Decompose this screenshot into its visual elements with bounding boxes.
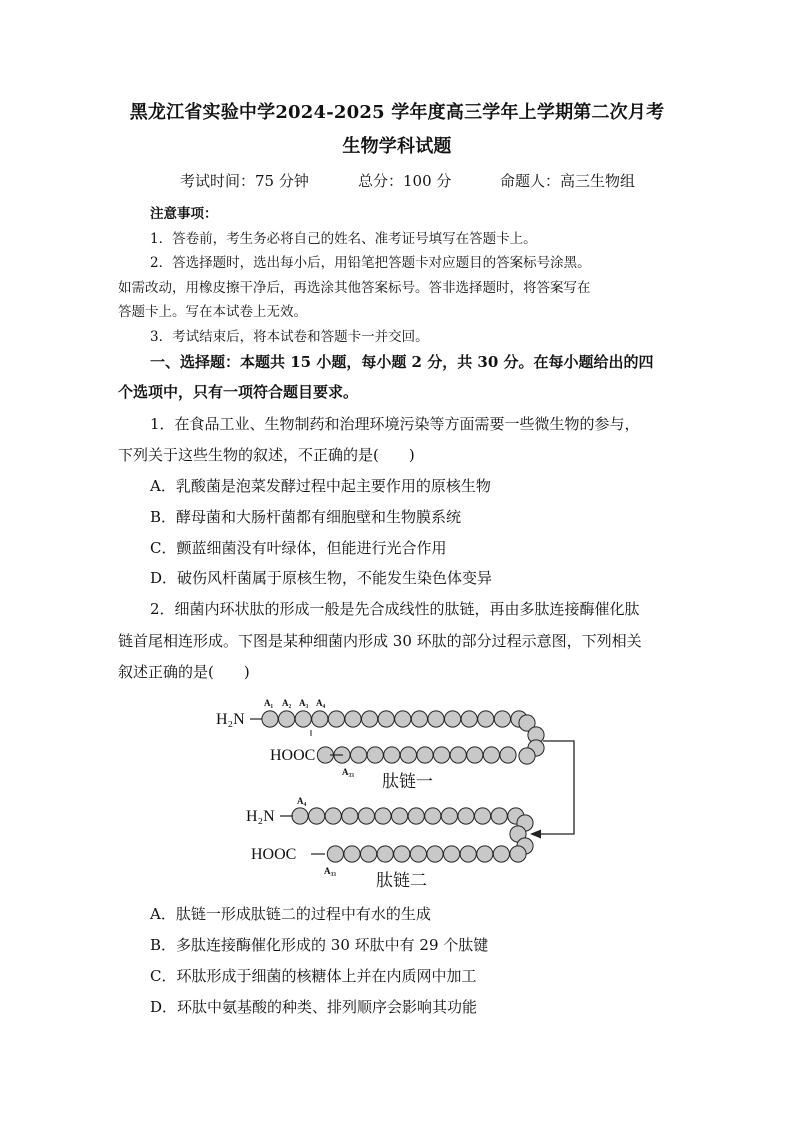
a4-label: A₄ (316, 698, 326, 708)
chain2-a33-label: A₃₃ (324, 866, 336, 876)
amino-acid-bead (358, 808, 374, 824)
q2-option-d: D．环肽中氨基酸的种类、排列顺序会影响其功能 (150, 998, 478, 1016)
notice-item-1: 1．答卷前，考生务必将自己的姓名、准考证号填写在答题卡上。 (150, 231, 537, 247)
chain2-h2n-label: H₂N (246, 808, 275, 825)
amino-acid-bead (400, 747, 416, 763)
amino-acid-bead (500, 747, 516, 763)
amino-acid-bead (493, 846, 509, 862)
amino-acid-bead (394, 846, 410, 862)
amino-acid-bead (378, 711, 394, 727)
amino-acid-bead (392, 808, 408, 824)
amino-acid-bead (445, 711, 461, 727)
amino-acid-bead (362, 711, 378, 727)
amino-acid-bead (417, 747, 433, 763)
q2-stem-line-1: 2．细菌内环状肽的形成一般是先合成线性的肽链，再由多肽连接酶催化肽 (150, 600, 640, 618)
amino-acid-bead (292, 808, 308, 824)
amino-acid-bead (450, 747, 466, 763)
amino-acid-bead (410, 846, 426, 862)
chain2-hooc-label: HOOC (251, 846, 297, 863)
amino-acid-bead (342, 808, 358, 824)
chain1-hooc-label: HOOC (270, 747, 316, 764)
amino-acid-bead (510, 846, 526, 862)
conversion-arrow-line (540, 741, 574, 834)
amino-acid-bead (377, 846, 393, 862)
peptide-chain-2 (292, 808, 533, 862)
q1-option-c: C．颤蓝细菌没有叶绿体，但能进行光合作用 (150, 539, 447, 557)
amino-acid-bead (478, 711, 494, 727)
amino-acid-bead (367, 747, 383, 763)
amino-acid-bead (344, 846, 360, 862)
exam-time: 考试时间：75 分钟 (180, 172, 309, 190)
amino-acid-bead (395, 711, 411, 727)
section-heading-line-1: 一、选择题：本题共 15 小题，每小题 2 分，共 30 分。在每小题给出的四 (150, 353, 654, 371)
a1-label: A₁ (264, 698, 274, 708)
amino-acid-bead (460, 846, 476, 862)
amino-acid-bead (312, 711, 328, 727)
amino-acid-bead (428, 711, 444, 727)
chain1-label: 肽链一 (382, 772, 433, 791)
amino-acid-bead (519, 748, 535, 764)
amino-acid-bead (327, 846, 343, 862)
q2-stem-line-3: 叙述正确的是( ) (118, 663, 250, 681)
amino-acid-bead (328, 711, 344, 727)
amino-acid-bead (434, 747, 450, 763)
amino-acid-bead (309, 808, 325, 824)
amino-acid-bead (279, 711, 295, 727)
a3-label: A₃ (299, 698, 309, 708)
conversion-arrowhead (530, 830, 541, 839)
amino-acid-bead (467, 747, 483, 763)
q2-option-c: C．环肽形成于细菌的核糖体上并在内质网中加工 (150, 967, 477, 985)
amino-acid-bead (295, 711, 311, 727)
q2-option-b: B．多肽连接酶催化形成的 30 环肽中有 29 个肽键 (150, 936, 489, 954)
notice-item-3: 3．考试结束后，将本试卷和答题卡一并交回。 (150, 329, 429, 345)
total-score: 总分：100 分 (358, 172, 452, 190)
exam-title-line1: 黑龙江省实验中学2024-2025 学年度高三学年上学期第二次月考 (129, 102, 665, 123)
notice-item-2-line-2: 如需改动，用橡皮擦干净后，再选涂其他答案标号。答非选择题时，将答案写在 (118, 280, 591, 296)
amino-acid-bead (458, 808, 474, 824)
amino-acid-bead (375, 808, 391, 824)
chain2-label: 肽链二 (376, 871, 427, 890)
amino-acid-bead (384, 747, 400, 763)
q1-option-d: D．破伤风杆菌属于原核生物，不能发生染色体变异 (150, 569, 493, 587)
q2-option-a: A．肽链一形成肽链二的过程中有水的生成 (150, 905, 431, 923)
section-heading-line-2: 个选项中，只有一项符合题目要求。 (118, 383, 359, 401)
amino-acid-bead (361, 846, 377, 862)
amino-acid-bead (444, 846, 460, 862)
q1-stem-line-2: 下列关于这些生物的叙述，不正确的是( ) (118, 446, 415, 464)
amino-acid-bead (475, 808, 491, 824)
amino-acid-bead (427, 846, 443, 862)
amino-acid-bead (351, 747, 367, 763)
amino-acid-bead (441, 808, 457, 824)
chain2-a4-label: A₄ (297, 796, 307, 806)
q1-stem-line-1: 1．在食品工业、生物制药和治理环境污染等方面需要一些微生物的参与， (150, 415, 640, 433)
amino-acid-bead (325, 808, 341, 824)
q1-option-b: B．酵母菌和大肠杆菌都有细胞壁和生物膜系统 (150, 508, 462, 526)
amino-acid-bead (494, 711, 510, 727)
amino-acid-bead (477, 846, 493, 862)
q1-option-a: A．乳酸菌是泡菜发酵过程中起主要作用的原核生物 (150, 477, 491, 495)
peptide-chain-diagram (200, 690, 590, 890)
notice-item-2-line-3: 答题卡上。写在本试卷上无效。 (118, 304, 307, 320)
notice-heading: 注意事项： (150, 206, 218, 222)
notice-item-2-line-1: 2．答选择题时，选出每小后，用铅笔把答题卡对应题目的答案标号涂黑。 (150, 255, 591, 271)
exam-title-line2: 生物学科试题 (342, 136, 452, 157)
amino-acid-bead (425, 808, 441, 824)
chain1-a33-label: A₃₃ (342, 767, 354, 777)
amino-acid-bead (411, 711, 427, 727)
amino-acid-bead (461, 711, 477, 727)
amino-acid-bead (408, 808, 424, 824)
amino-acid-bead (262, 711, 278, 727)
chain1-h2n-label: H₂N (216, 711, 245, 728)
exam-author: 命题人：高三生物组 (500, 172, 636, 190)
amino-acid-bead (483, 747, 499, 763)
a2-label: A₂ (282, 698, 292, 708)
amino-acid-bead (491, 808, 507, 824)
amino-acid-bead (345, 711, 361, 727)
q2-stem-line-2: 链首尾相连形成。下图是某种细菌内形成 30 环肽的部分过程示意图，下列相关 (118, 632, 642, 650)
